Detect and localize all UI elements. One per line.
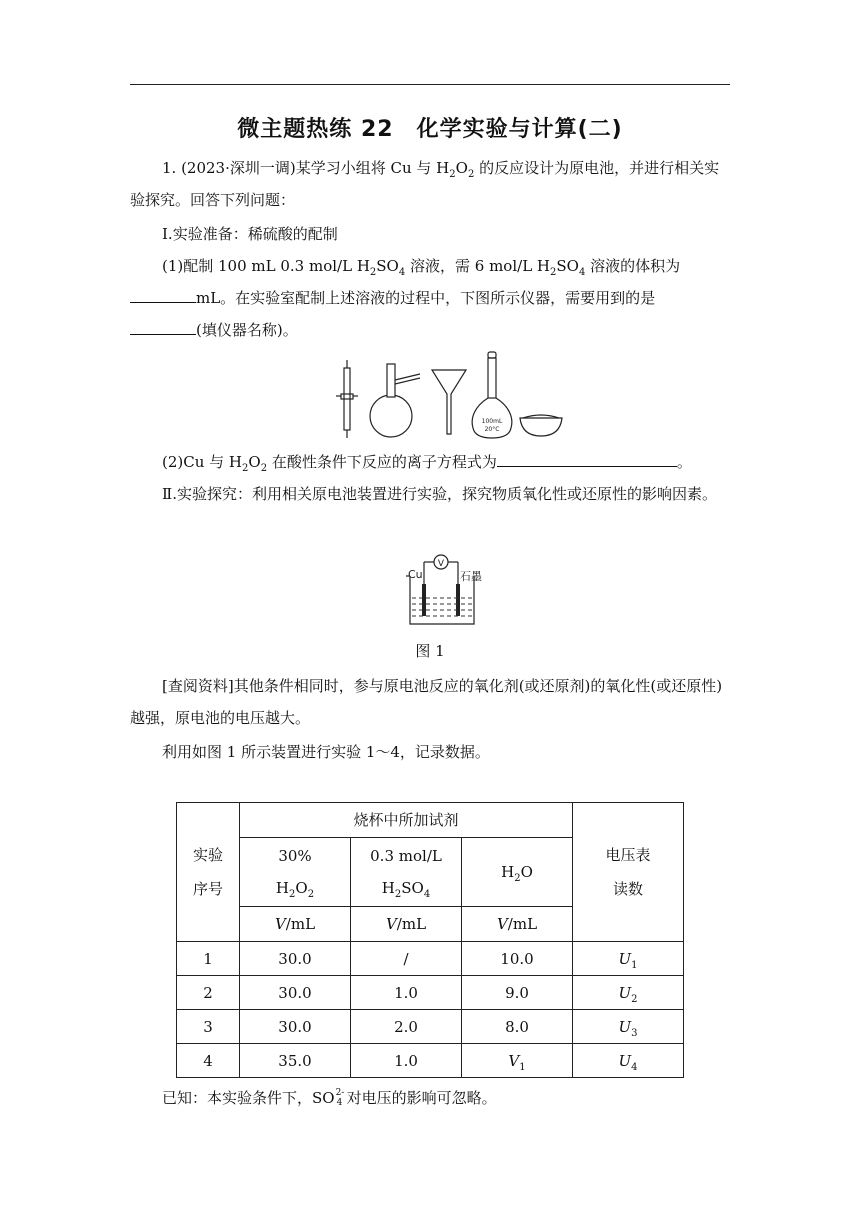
instruments-figure <box>330 350 570 442</box>
volumetric-flask-icon <box>472 352 512 438</box>
question-2: (2)Cu 与 $H_2O_2$ 在酸性条件下反应的离子方程式为 。 <box>130 446 730 478</box>
table-row: 1 30.0 / 10.0 $U_1$ <box>177 942 684 976</box>
unit-cell: V/mL <box>240 907 351 942</box>
col-exp-header: 实验序号 <box>177 803 240 942</box>
galvanic-cell-figure <box>402 550 502 628</box>
table-row: 3 30.0 2.0 8.0 $U_3$ <box>177 1010 684 1044</box>
electrolyte-solution <box>412 598 472 616</box>
usage-text: 利用如图 1 所示装置进行实验 1～4，记录数据。 <box>162 743 490 761</box>
answer-blank-equation[interactable] <box>497 450 677 467</box>
table-row: 2 30.0 1.0 9.0 $U_2$ <box>177 976 684 1010</box>
part2-heading: Ⅱ.实验探究：利用相关原电池装置进行实验，探究物质氧化性或还原性的影响因素。 <box>162 485 717 503</box>
svg-text:石墨: 石墨 <box>460 570 482 583</box>
answer-blank-volume[interactable] <box>130 286 196 303</box>
col-h2o-header: $H_2O$ <box>462 838 573 907</box>
svg-text:100mL: 100mL <box>481 418 503 425</box>
reference-note: [查阅资料]其他条件相同时，参与原电池反应的氧化剂(或还原剂)的氧化性(或还原性)越强，原电池的电压越大。 <box>130 677 723 727</box>
data-table <box>176 802 684 1078</box>
svg-text:V: V <box>437 559 445 569</box>
col-voltage-header: 电压表读数 <box>573 803 684 942</box>
svg-text:Cu: Cu <box>408 568 423 581</box>
col-h2o2-header: 30% $H_2O_2$ <box>240 838 351 907</box>
col-h2so4-header: 0.3 mol/L $H_2SO_4$ <box>351 838 462 907</box>
header-rule <box>130 84 730 85</box>
known-note: 已知：本实验条件下，SO 2- 4 对电压的影响可忽略。 <box>162 1088 497 1108</box>
burette-icon <box>336 360 358 438</box>
evaporating-dish-icon <box>520 415 562 436</box>
group-header: 烧杯中所加试剂 <box>240 803 573 838</box>
figure-caption: 图 1 <box>415 642 445 660</box>
part1-heading: Ⅰ.实验准备：稀硫酸的配制 <box>162 225 338 243</box>
graphite-electrode <box>456 584 460 616</box>
copper-electrode <box>422 584 426 616</box>
question-1: (1)配制 100 mL 0.3 mol/L $H_2SO_4$ 溶液，需 6 mol/L $H_2SO_4$ 溶液的体积为 mL。在实验室配制上述溶液的过程中，下图所示仪器，需要用到的是 (填仪器名称)。 <box>130 250 730 346</box>
unit-cell: V/mL <box>462 907 573 942</box>
answer-blank-instrument[interactable] <box>130 318 196 335</box>
funnel-icon <box>432 370 466 434</box>
distillation-flask-icon <box>370 364 420 437</box>
svg-text:20°C: 20°C <box>484 426 500 433</box>
question-intro: 1. (2023·深圳一调)某学习小组将 Cu 与 $H_2O_2$ 的反应设计为原电池，并进行相关实验探究。回答下列问题： <box>130 159 720 209</box>
unit-cell: V/mL <box>351 907 462 942</box>
page-title: 微主题热练 22 化学实验与计算(二) <box>237 117 623 142</box>
table-row: 4 35.0 1.0 $V_1$ $U_4$ <box>177 1044 684 1078</box>
